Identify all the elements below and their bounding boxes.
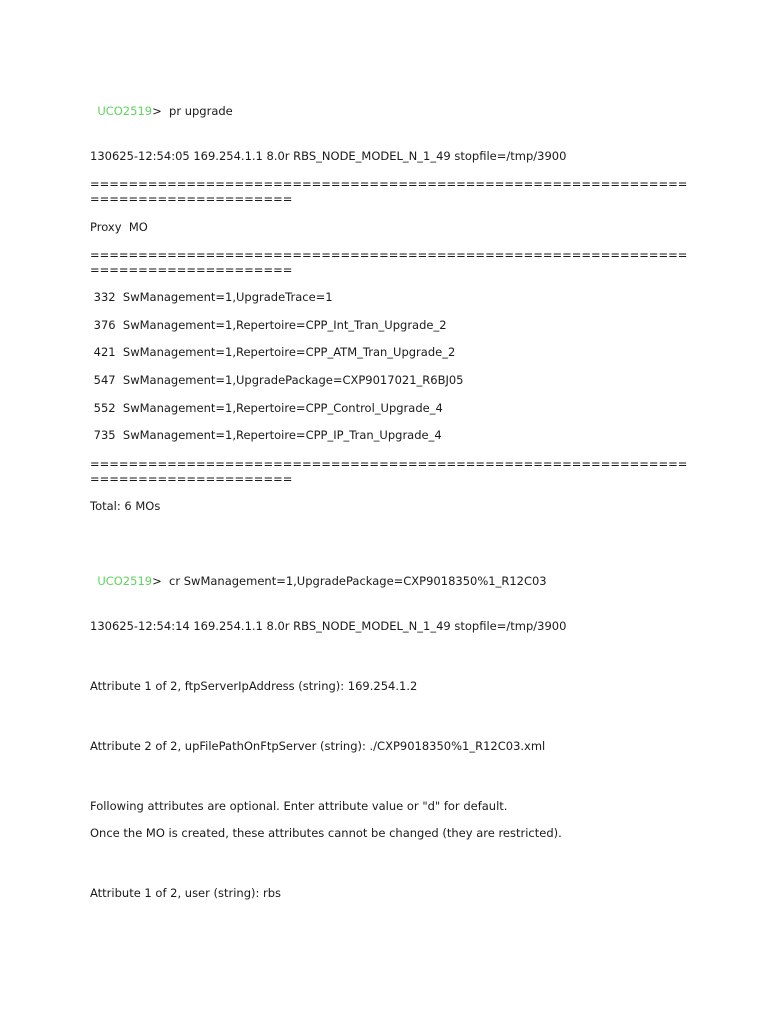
separator-line-wrap <box>90 192 292 207</box>
separator-line-wrap <box>90 263 292 278</box>
command-text: pr upgrade <box>169 104 233 118</box>
table-row: 376 SwManagement=1,Repertoire=CPP_Int_Tran_Upgrade_2 <box>90 318 447 332</box>
table-row: 552 SwManagement=1,Repertoire=CPP_Control_Upgrade_4 <box>90 401 443 415</box>
separator-part-b: ===================== <box>90 472 293 486</box>
separator-line <box>90 457 687 472</box>
restricted-note: Once the MO is created, these attributes cannot be changed (they are restricted). <box>90 826 562 840</box>
output-header: 130625-12:54:14 169.254.1.1 8.0r RBS_NODE_MODEL_N_1_49 stopfile=/tmp/3900 <box>90 619 567 633</box>
separator-part-a: ============================================================== <box>90 457 688 471</box>
table-row: 735 SwManagement=1,Repertoire=CPP_IP_Tran_Upgrade_4 <box>90 428 442 442</box>
table-row: 421 SwManagement=1,Repertoire=CPP_ATM_Tran_Upgrade_2 <box>90 345 456 359</box>
separator-part-a: ============================================================== <box>90 248 688 262</box>
prompt-host: UCO2519 <box>97 574 153 588</box>
table-row: 547 SwManagement=1,UpgradePackage=CXP9017021_R6BJ05 <box>90 373 464 387</box>
total-count: Total: 6 MOs <box>90 499 161 513</box>
separator-line-wrap <box>90 472 292 487</box>
optional-attribute-prompt-1: Attribute 1 of 2, user (string): rbs <box>90 886 282 900</box>
command-line-pr-upgrade <box>90 89 233 119</box>
command-text: cr SwManagement=1,UpgradePackage=CXP9018350%1_R12C03 <box>169 574 547 588</box>
table-row: 332 SwManagement=1,UpgradeTrace=1 <box>90 290 333 304</box>
output-header: 130625-12:54:05 169.254.1.1 8.0r RBS_NODE_MODEL_N_1_49 stopfile=/tmp/3900 <box>90 149 567 163</box>
prompt-separator: > <box>152 574 170 588</box>
optional-note: Following attributes are optional. Enter attribute value or "d" for default. <box>90 799 508 813</box>
separator-part-a: ============================================================== <box>90 177 688 191</box>
separator-line <box>90 248 687 263</box>
prompt-host: UCO2519 <box>97 104 153 118</box>
attribute-prompt-1: Attribute 1 of 2, ftpServerIpAddress (string): 169.254.1.2 <box>90 679 418 693</box>
attribute-prompt-2: Attribute 2 of 2, upFilePathOnFtpServer (string): ./CXP9018350%1_R12C03.xml <box>90 739 546 753</box>
separator-part-b: ===================== <box>90 192 293 206</box>
command-line-cr <box>90 559 547 589</box>
prompt-separator: > <box>152 104 170 118</box>
separator-part-b: ===================== <box>90 263 293 277</box>
table-header: Proxy MO <box>90 220 148 234</box>
separator-line <box>90 177 687 192</box>
